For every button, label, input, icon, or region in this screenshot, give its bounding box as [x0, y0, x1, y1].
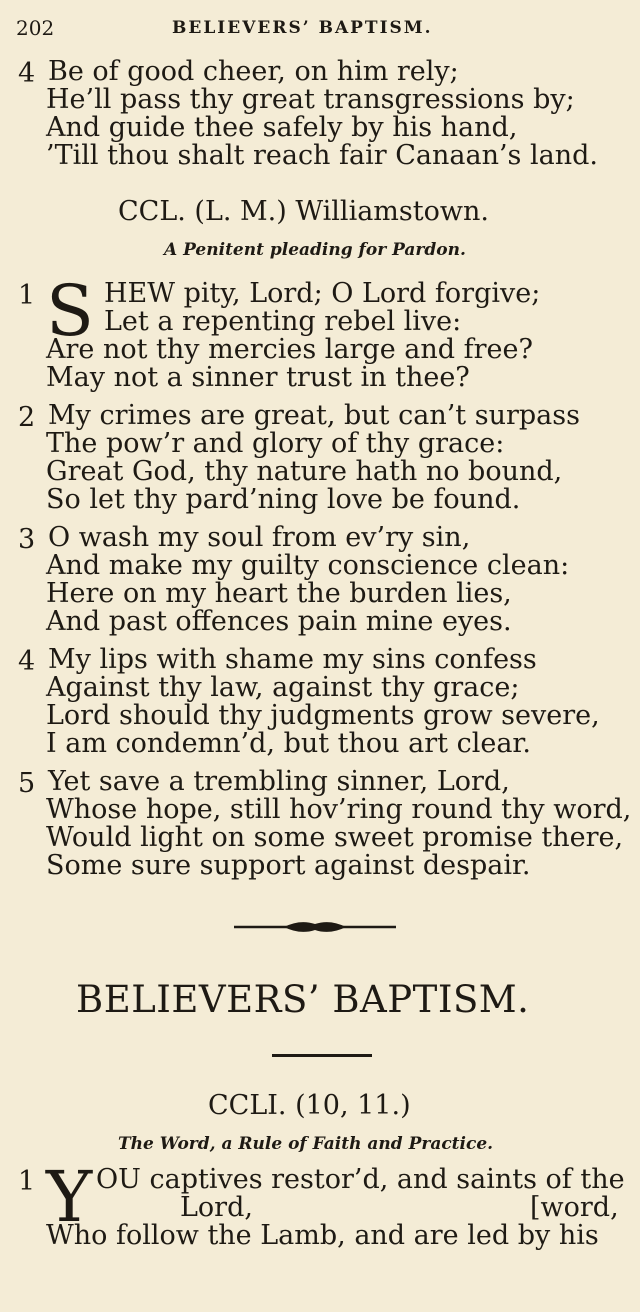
verse-line: My lips with shame my sins confess [48, 644, 537, 675]
running-title: BELIEVERS’ BAPTISM. [172, 18, 433, 38]
stanza-number: 5 [18, 768, 36, 799]
hymn-title: CCL. (L. M.) Williamstown. [118, 196, 489, 227]
turnover-text: [word, [530, 1192, 619, 1223]
page-number: 202 [16, 16, 55, 40]
stanza-number: 4 [18, 646, 36, 677]
verse-line: Who follow the Lamb, and are led by his [46, 1220, 599, 1251]
hymn-title: CCLI. (10, 11.) [208, 1090, 411, 1121]
stanza-number: 4 [18, 58, 36, 89]
verse-line: So let thy pard’ning love be found. [46, 484, 521, 515]
verse-line: Be of good cheer, on him rely; [48, 56, 459, 87]
verse-line: Lord should thy judgments grow severe, [46, 700, 600, 731]
verse-line: Against thy law, against thy grace; [46, 672, 520, 703]
verse-line: Here on my heart the burden lies, [46, 578, 512, 609]
verse-line: I am condemn’d, but thou art clear. [46, 728, 531, 759]
verse-line: ’Till thou shalt reach fair Canaan’s land. [46, 140, 598, 171]
verse-line: Lord, [180, 1192, 253, 1223]
stanza-number: 3 [18, 524, 36, 555]
verse-line: The pow’r and glory of thy grace: [46, 428, 505, 459]
verse-line: He’ll pass thy great transgressions by; [46, 84, 575, 115]
verse-line: My crimes are great, but can’t surpass [48, 400, 580, 431]
verse-line: And make my guilty conscience clean: [46, 550, 570, 581]
stanza-number: 1 [18, 280, 36, 311]
hymn-subtitle: The Word, a Rule of Faith and Practice. [118, 1134, 494, 1154]
verse-line: And past offences pain mine eyes. [46, 606, 512, 637]
verse-line: Yet save a trembling sinner, Lord, [48, 766, 510, 797]
section-heading: BELIEVERS’ BAPTISM. [76, 978, 530, 1021]
stanza-number: 1 [18, 1166, 36, 1197]
verse-line: Are not thy mercies large and free? [46, 334, 533, 365]
divider-rule [272, 1054, 372, 1057]
verse-line: O wash my soul from ev’ry sin, [48, 522, 471, 553]
verse-line: HEW pity, Lord; O Lord forgive; [104, 278, 541, 309]
verse-line: And guide thee safely by his hand, [46, 112, 518, 143]
ornament-divider [234, 918, 396, 936]
verse-line: Would light on some sweet promise there, [46, 822, 624, 853]
hymn-subtitle: A Penitent pleading for Pardon. [164, 240, 466, 260]
stanza-number: 2 [18, 402, 36, 433]
verse-line: Let a repenting rebel live: [104, 306, 462, 337]
verse-line: OU captives restor’d, and saints of the [96, 1164, 625, 1195]
drop-cap: S [46, 270, 94, 352]
verse-line: Whose hope, still hov’ring round thy word, [46, 794, 632, 825]
verse-line: Great God, thy nature hath no bound, [46, 456, 563, 487]
drop-cap: Y [46, 1156, 93, 1238]
verse-line: Some sure support against despair. [46, 850, 531, 881]
verse-line: May not a sinner trust in thee? [46, 362, 470, 393]
